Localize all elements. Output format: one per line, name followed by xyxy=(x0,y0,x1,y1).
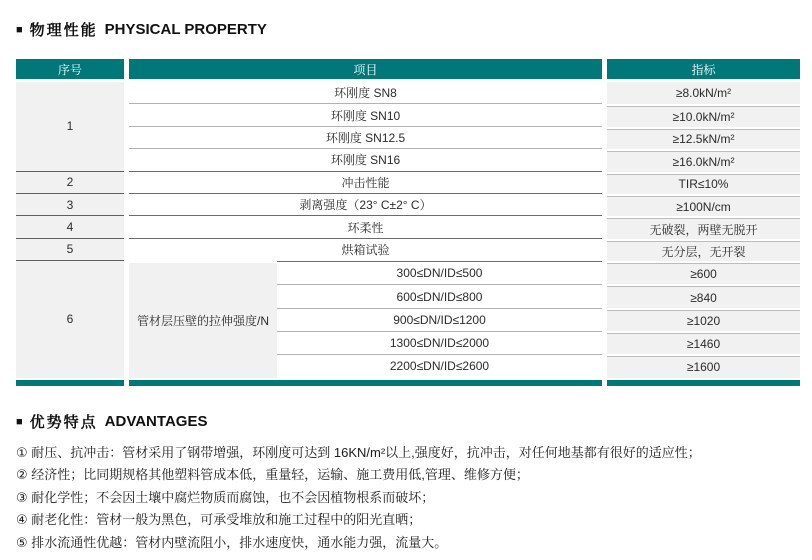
table-cell-item: 环刚度 SN8 xyxy=(129,82,602,104)
advantage-item: ① 耐压、抗冲击：管材采用了钢带增强，环刚度可达到 16KN/m²以上,强度好，抗冲击，对任何地基都有很好的适应性； xyxy=(16,444,701,460)
table-cell-item: 1300≤DN/ID≤2000 xyxy=(277,331,602,354)
table-cell-item: 300≤DN/ID≤500 xyxy=(277,261,602,284)
footer-bar-right xyxy=(607,380,800,386)
header-cell-index: 指标 xyxy=(607,59,800,79)
table-cell-value: ≥1600 xyxy=(607,356,800,377)
advantage-item: ⑤ 排水流通性优越：管材内壁流阻小，排水速度快，通水能力强，流量大。 xyxy=(16,534,448,550)
row-number-cell: 2 xyxy=(16,172,124,194)
table-cell-item: 环刚度 SN10 xyxy=(129,104,602,126)
table-cell-value: ≥16.0kN/m² xyxy=(607,151,800,171)
row-number-cell: 3 xyxy=(16,194,124,216)
row-number-cell: 6 xyxy=(16,261,124,377)
table-cell-value: ≥1460 xyxy=(607,333,800,354)
row-number-cell: 4 xyxy=(16,216,124,238)
table-cell-item: 900≤DN/ID≤1200 xyxy=(277,308,602,331)
footer-bar-left xyxy=(16,380,124,386)
table-cell-item: 冲击性能 xyxy=(129,172,602,194)
table-cell-item: 环刚度 SN16 xyxy=(129,149,602,171)
advantage-item: ④ 耐老化性：管材一般为黑色，可承受堆放和施工过程中的阳光直晒； xyxy=(16,512,422,528)
table-cell-item: 烘箱试验 xyxy=(129,239,602,261)
square-bullet-icon: ■ xyxy=(16,415,23,428)
table-cell-value: 无分层，无开裂 xyxy=(607,241,800,261)
table-cell-item: 环柔性 xyxy=(129,216,602,238)
section-title-physical xyxy=(16,19,798,40)
table-cell-item: 环刚度 SN12.5 xyxy=(129,127,602,149)
table-cell-value: ≥600 xyxy=(607,263,800,284)
table-cell-item: 2200≤DN/ID≤2600 xyxy=(277,354,602,377)
header-cell-xuhao: 序号 xyxy=(16,59,124,79)
row-number-cell: 1 xyxy=(16,82,124,172)
advantages-list xyxy=(16,442,798,555)
square-bullet-icon: ■ xyxy=(16,24,23,36)
physical-title-zh: 物理性能 xyxy=(29,22,98,39)
row-number-cell: 5 xyxy=(16,239,124,261)
table-cell-value: TIR≤10% xyxy=(607,174,800,194)
table-header-row xyxy=(16,59,798,79)
header-cell-item: 项目 xyxy=(129,59,602,79)
physical-property-table xyxy=(16,59,798,386)
table-cell-value: ≥840 xyxy=(607,286,800,307)
table-cell-value: ≥12.5kN/m² xyxy=(607,129,800,149)
table-cell-value: ≥100N/cm xyxy=(607,196,800,216)
table-cell-value: ≥8.0kN/m² xyxy=(607,82,800,104)
advantage-item: ③ 耐化学性；不会因土壤中腐烂物质而腐蚀，也不会因植物根系而破坏； xyxy=(16,489,435,505)
table-body xyxy=(16,82,798,378)
advantage-item: ② 经济性；比同期规格其他塑料管成本低，重量轻，运输、施工费用低,管理、维修方便； xyxy=(16,467,529,483)
table-cell-item: 剥离强度（23° C±2° C） xyxy=(129,194,602,216)
table-cell-value: ≥1020 xyxy=(607,310,800,331)
physical-title-en: PHYSICAL PROPERTY xyxy=(104,21,267,38)
group-label-cell: 管材层压壁的拉伸强度/N xyxy=(129,263,277,377)
section-title-advantages xyxy=(16,411,798,432)
table-cell-value: 无破裂，两壁无脱开 xyxy=(607,218,800,238)
advantages-title-en: ADVANTAGES xyxy=(104,412,208,430)
table-footer-bar xyxy=(16,380,798,386)
table-cell-value: ≥10.0kN/m² xyxy=(607,106,800,126)
advantages-title-zh: 优势特点 xyxy=(29,413,98,431)
footer-bar-middle xyxy=(129,380,602,386)
table-cell-item: 600≤DN/ID≤800 xyxy=(277,284,602,307)
